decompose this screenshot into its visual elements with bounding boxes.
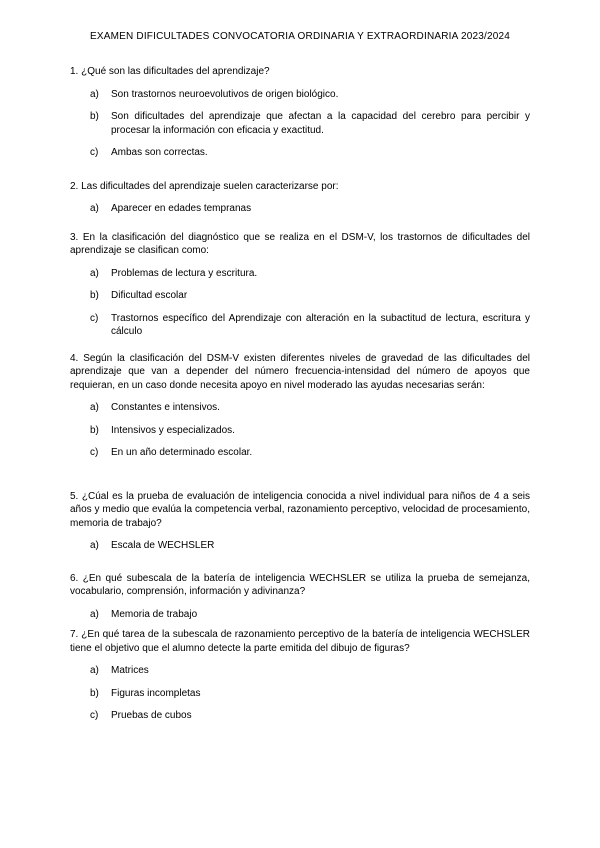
option-letter: a) <box>90 540 99 551</box>
answer-option <box>70 664 530 678</box>
answer-option <box>70 267 530 281</box>
option-text: Son dificultades del aprendizaje que afectan a la capacidad del cerebro para percibir y procesar la información con eficacia y exactitud. <box>111 111 530 136</box>
option-letter: a) <box>90 88 99 100</box>
answer-option <box>70 110 530 137</box>
answer-option <box>70 401 530 415</box>
answer-option <box>70 88 530 102</box>
question-block <box>70 65 530 160</box>
answer-option <box>70 446 530 460</box>
question-block <box>70 231 530 339</box>
option-text: En un año determinado escolar. <box>111 447 253 458</box>
option-text: Intensivos y especializados. <box>111 424 235 436</box>
question-text: 5. ¿Cúal es la prueba de evaluación de inteligencia conocida a nivel individual para niños de 4 a seis años y medio que evalúa la competencia verbal, razonamiento perceptivo, velocidad de procesamiento, memoria de trabajo? <box>70 490 530 529</box>
question-text: 1. ¿Qué son las dificultades del aprendizaje? <box>70 66 270 77</box>
document-title: EXAMEN DIFICULTADES CONVOCATORIA ORDINARIA Y EXTRAORDINARIA 2023/2024 <box>89 31 511 42</box>
answer-option <box>70 709 530 723</box>
question-block <box>70 490 530 553</box>
option-text: Figuras incompletas <box>111 687 201 699</box>
question-text: 7. ¿En qué tarea de la subescala de razonamiento perceptivo de la batería de inteligencia WECHSLER tiene el objetivo que el alumno detecte la parte emitida del dibujo de figuras? <box>70 629 530 654</box>
answer-option <box>70 539 530 553</box>
answer-option <box>70 202 530 216</box>
answer-option <box>70 146 530 160</box>
option-letter: a) <box>90 665 99 676</box>
option-text: Matrices <box>111 665 149 676</box>
question-text: 6. ¿En qué subescala de la batería de inteligencia WECHSLER se utiliza la prueba de semejanza, vocabulario, comprensión, información y adivinanza? <box>70 572 530 597</box>
question-block <box>70 352 530 460</box>
option-letter: a) <box>90 267 99 279</box>
option-letter: b) <box>90 687 99 699</box>
option-letter: a) <box>90 402 99 413</box>
question-text: 4. Según la clasificación del DSM-V existen diferentes niveles de gravedad de las dificultades del aprendizaje que van a depender del número frecuencia-intensidad del número de apoyos que requieran, en un caso donde necesita apoyo en nivel moderado las ayudas necesarias serán: <box>70 352 530 391</box>
option-text: Escala de WECHSLER <box>111 540 215 551</box>
question-block <box>70 180 530 216</box>
option-text: Memoria de trabajo <box>111 608 198 620</box>
option-text: Dificultad escolar <box>111 290 188 301</box>
option-letter: c) <box>90 312 99 324</box>
questions-container <box>70 65 530 723</box>
option-text: Constantes e intensivos. <box>111 402 220 413</box>
option-letter: c) <box>90 147 99 158</box>
option-letter: a) <box>90 608 99 620</box>
option-letter: b) <box>90 111 99 122</box>
option-text: Aparecer en edades tempranas <box>111 203 252 214</box>
option-letter: b) <box>90 290 99 301</box>
option-letter: c) <box>90 447 99 458</box>
question-block <box>70 628 530 723</box>
option-text: Problemas de lectura y escritura. <box>111 267 258 279</box>
option-letter: c) <box>90 710 99 721</box>
option-text: Pruebas de cubos <box>111 710 192 721</box>
answer-option <box>70 608 530 622</box>
question-text: 3. En la clasificación del diagnóstico que se realiza en el DSM-V, los trastornos de dificultades del aprendizaje se clasifican como: <box>70 231 530 256</box>
option-text: Son trastornos neuroevolutivos de origen biológico. <box>111 88 339 100</box>
answer-option <box>70 289 530 303</box>
question-text: 2. Las dificultades del aprendizaje suelen caracterizarse por: <box>70 180 339 192</box>
option-letter: a) <box>90 203 99 214</box>
answer-option <box>70 424 530 438</box>
option-letter: b) <box>90 424 99 436</box>
option-text: Trastornos específico del Aprendizaje con alteración en la subactitud de lectura, escritura y cálculo <box>111 312 530 337</box>
answer-option <box>70 312 530 339</box>
question-block <box>70 572 530 622</box>
answer-option <box>70 687 530 701</box>
option-text: Ambas son correctas. <box>111 147 208 158</box>
